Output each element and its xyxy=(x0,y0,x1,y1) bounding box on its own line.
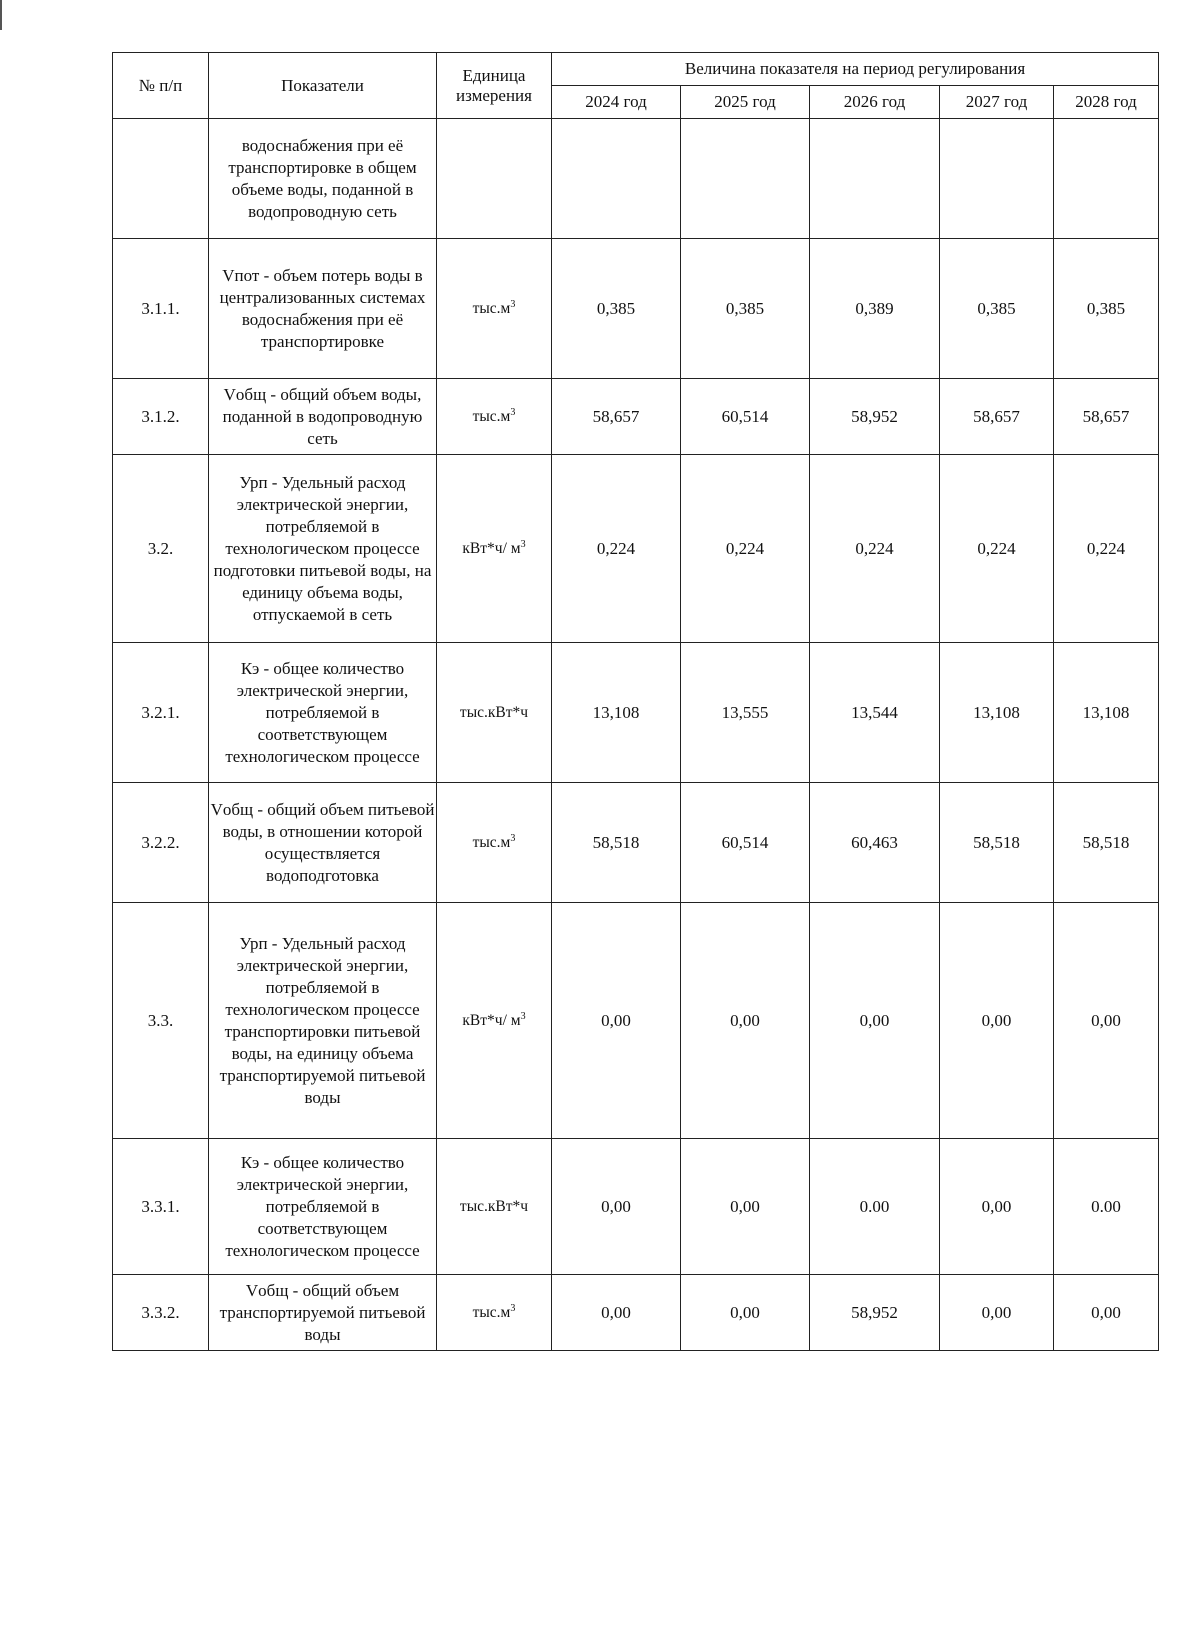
value-cell: 0,224 xyxy=(681,455,810,643)
row-number: 3.1.1. xyxy=(113,239,209,379)
value-cell: 0,00 xyxy=(1054,1275,1159,1351)
indicator-name: Vобщ - общий объем воды, поданной в водопроводную сеть xyxy=(209,379,437,455)
unit-superscript: 3 xyxy=(510,1302,516,1314)
value-cell: 0,385 xyxy=(940,239,1054,379)
value-cell: 13,108 xyxy=(940,643,1054,783)
value-cell: 58,657 xyxy=(940,379,1054,455)
value-cell: 0,385 xyxy=(552,239,681,379)
header-unit: Единица измерения xyxy=(437,53,552,119)
value-cell: 0,00 xyxy=(940,1139,1054,1275)
value-cell xyxy=(681,119,810,239)
value-cell: 58,518 xyxy=(1054,783,1159,903)
value-cell: 58,518 xyxy=(552,783,681,903)
value-cell: 13,555 xyxy=(681,643,810,783)
value-cell: 13,108 xyxy=(1054,643,1159,783)
row-number: 3.2.1. xyxy=(113,643,209,783)
value-cell: 0,00 xyxy=(681,903,810,1139)
table-row xyxy=(113,119,1159,239)
unit-superscript: 3 xyxy=(520,538,526,550)
value-cell: 0,224 xyxy=(940,455,1054,643)
value-cell: 0,00 xyxy=(1054,903,1159,1139)
value-cell: 13,108 xyxy=(552,643,681,783)
value-cell: 0,00 xyxy=(681,1275,810,1351)
row-number: 3.3.2. xyxy=(113,1275,209,1351)
table-row xyxy=(113,783,1159,903)
indicator-name: Кэ - общее количество электрической энергии, потребляемой в соответствующем технологическом процессе xyxy=(209,1139,437,1275)
indicator-name: Кэ - общее количество электрической энергии, потребляемой в соответствующем технологическом процессе xyxy=(209,643,437,783)
value-cell xyxy=(1054,119,1159,239)
row-number: 3.1.2. xyxy=(113,379,209,455)
indicator-name: водоснабжения при её транспортировке в общем объеме воды, поданной в водопроводную сеть xyxy=(209,119,437,239)
value-cell: 0,00 xyxy=(552,1139,681,1275)
unit-text: тыс.м xyxy=(472,299,511,317)
table-row xyxy=(113,1139,1159,1275)
header-no: № п/п xyxy=(113,53,209,119)
value-cell xyxy=(810,119,940,239)
table-row xyxy=(113,455,1159,643)
value-cell: 60,463 xyxy=(810,783,940,903)
header-year-2028: 2028 год xyxy=(1054,86,1159,119)
value-cell: 0,00 xyxy=(940,903,1054,1139)
unit-cell xyxy=(437,1275,552,1351)
value-cell: 58,952 xyxy=(810,1275,940,1351)
table-row xyxy=(113,903,1159,1139)
unit-superscript: 3 xyxy=(510,832,516,844)
table-row xyxy=(113,643,1159,783)
value-cell: 0,00 xyxy=(681,1139,810,1275)
row-number: 3.3. xyxy=(113,903,209,1139)
header-year-2024: 2024 год xyxy=(552,86,681,119)
indicator-name: Урп - Удельный расход электрической энергии, потребляемой в технологическом процессе транспортировки питьевой воды, на единицу объема транспортируемой питьевой воды xyxy=(209,903,437,1139)
value-cell: 0.00 xyxy=(1054,1139,1159,1275)
unit-text: тыс.м xyxy=(472,1303,511,1321)
unit-superscript: 3 xyxy=(510,298,516,310)
row-number: 3.2.2. xyxy=(113,783,209,903)
indicators-table xyxy=(112,52,1159,1351)
unit-text: тыс.м xyxy=(472,833,511,851)
indicator-name: Урп - Удельный расход электрической энергии, потребляемой в технологическом процессе подготовки питьевой воды, на единицу объема воды, отпускаемой в сеть xyxy=(209,455,437,643)
table-row xyxy=(113,239,1159,379)
value-cell xyxy=(940,119,1054,239)
value-cell: 0,389 xyxy=(810,239,940,379)
unit-cell xyxy=(437,455,552,643)
header-period: Величина показателя на период регулирования xyxy=(552,53,1159,86)
value-cell: 0,224 xyxy=(810,455,940,643)
value-cell: 60,514 xyxy=(681,379,810,455)
unit-cell xyxy=(437,1139,552,1275)
unit-text: кВт*ч/ м xyxy=(462,539,521,557)
value-cell: 58,518 xyxy=(940,783,1054,903)
header-indicator: Показатели xyxy=(209,53,437,119)
unit-text: кВт*ч/ м xyxy=(462,1011,521,1029)
header-year-2027: 2027 год xyxy=(940,86,1054,119)
unit-text: тыс.кВт*ч xyxy=(459,1197,529,1215)
value-cell: 0,385 xyxy=(681,239,810,379)
unit-cell xyxy=(437,119,552,239)
indicator-name: Vобщ - общий объем питьевой воды, в отношении которой осуществляется водоподготовка xyxy=(209,783,437,903)
value-cell: 58,657 xyxy=(1054,379,1159,455)
value-cell xyxy=(552,119,681,239)
unit-superscript: 3 xyxy=(520,1010,526,1022)
value-cell: 0,224 xyxy=(1054,455,1159,643)
value-cell: 0,00 xyxy=(810,903,940,1139)
unit-cell xyxy=(437,903,552,1139)
value-cell: 13,544 xyxy=(810,643,940,783)
unit-text: тыс.кВт*ч xyxy=(459,703,529,721)
indicator-name: Vпот - объем потерь воды в централизованных системах водоснабжения при её транспортировке xyxy=(209,239,437,379)
value-cell: 0,00 xyxy=(552,903,681,1139)
row-number: 3.2. xyxy=(113,455,209,643)
unit-cell xyxy=(437,239,552,379)
value-cell: 0.00 xyxy=(810,1139,940,1275)
table-row xyxy=(113,1275,1159,1351)
unit-cell xyxy=(437,783,552,903)
unit-superscript: 3 xyxy=(510,406,516,418)
value-cell: 0,385 xyxy=(1054,239,1159,379)
table-row xyxy=(113,379,1159,455)
unit-cell xyxy=(437,379,552,455)
indicator-name: Vобщ - общий объем транспортируемой питьевой воды xyxy=(209,1275,437,1351)
scan-edge-mark xyxy=(0,0,2,30)
unit-text: тыс.м xyxy=(472,407,511,425)
header-year-2026: 2026 год xyxy=(810,86,940,119)
row-number xyxy=(113,119,209,239)
header-year-2025: 2025 год xyxy=(681,86,810,119)
value-cell: 58,657 xyxy=(552,379,681,455)
value-cell: 0,00 xyxy=(552,1275,681,1351)
value-cell: 58,952 xyxy=(810,379,940,455)
unit-cell xyxy=(437,643,552,783)
value-cell: 0,224 xyxy=(552,455,681,643)
value-cell: 60,514 xyxy=(681,783,810,903)
row-number: 3.3.1. xyxy=(113,1139,209,1275)
value-cell: 0,00 xyxy=(940,1275,1054,1351)
